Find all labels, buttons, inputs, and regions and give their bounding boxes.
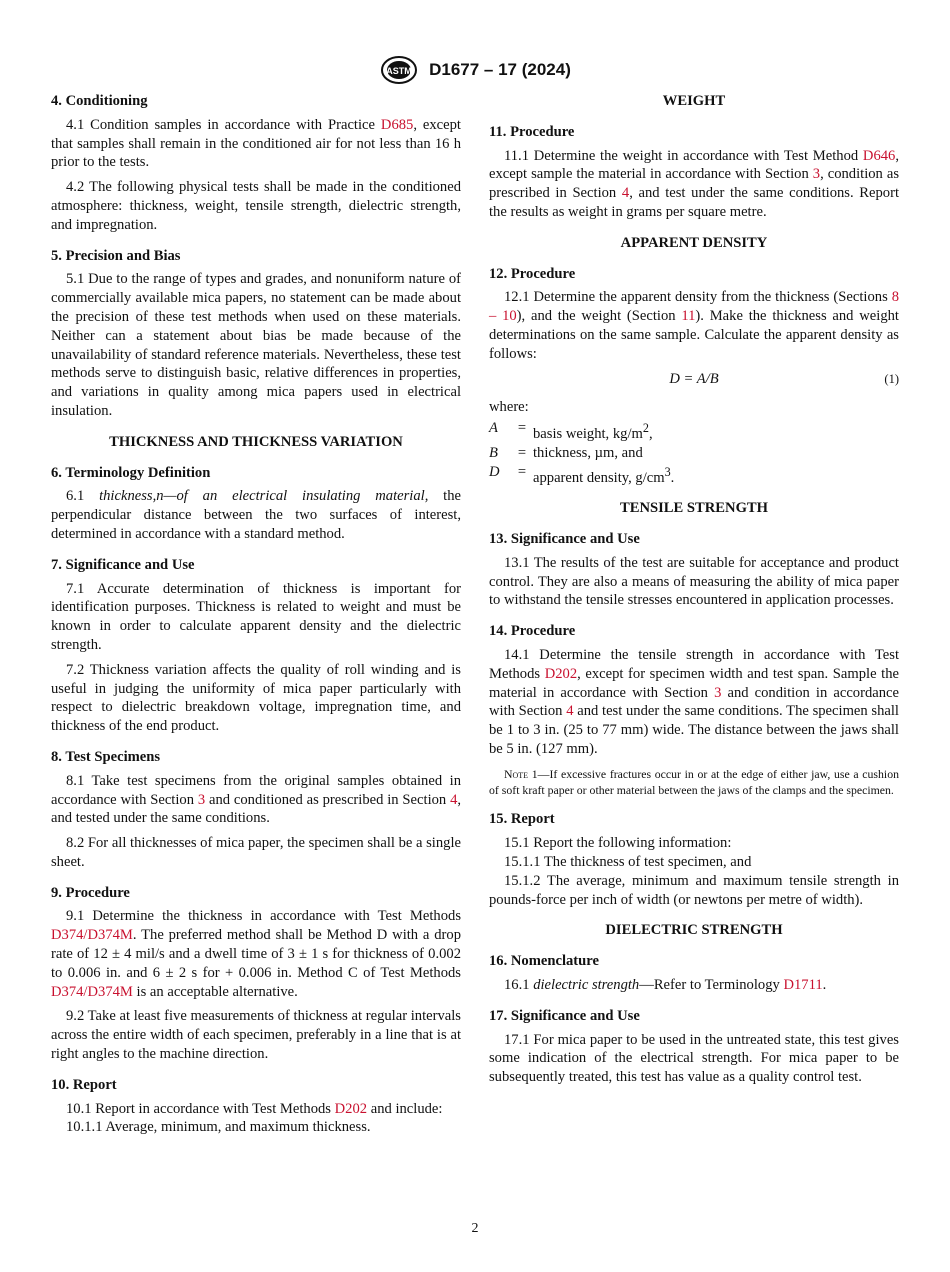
paragraph-14-1: 14.1 Determine the tensile strength in accordance with Test Methods D202, except for specimen width and test span. Sample the material in accordance with Section 3 and condition in accordance with Section 4 and test under the same conditions. The specimen shall be 1 to 3 in. (25 to 77 mm) wide. The distance between the jaws shall be 5 in. (127 mm).	[489, 647, 899, 758]
paragraph-16-1: 16.1 dielectric strength—Refer to Terminology D1711.	[504, 977, 827, 993]
equation-1	[489, 370, 899, 389]
link-section-4[interactable]: 4	[450, 791, 458, 808]
equation-number: (1)	[884, 371, 899, 386]
where-label: where:	[489, 399, 529, 416]
page-header	[0, 55, 950, 85]
note-label: Note 1	[504, 766, 538, 781]
paragraph-15-1: 15.1 Report the following information:	[504, 835, 732, 852]
section-9-title: 9. Procedure	[51, 884, 130, 901]
heading-thickness: THICKNESS AND THICKNESS VARIATION	[109, 433, 403, 450]
paragraph-17-1: 17.1 For mica paper to be used in the untreated state, this test gives some indication of the electrical strength. For mica paper to be subsequently treated, this test has value as a quality control test.	[489, 1031, 899, 1086]
paragraph-12-1: 12.1 Determine the apparent density from the thickness (Sections 8 – 10), and the weight (Section 11). Make the thickness and weight determinations on the same sample. Calculate the apparent density as follows:	[489, 289, 899, 362]
paragraph-8-2: 8.2 For all thicknesses of mica paper, the specimen shall be a single sheet.	[51, 835, 461, 870]
link-d685[interactable]: D685	[380, 116, 414, 133]
link-d646[interactable]: D646	[862, 147, 896, 164]
paragraph-6-1: 6.1 thickness,n—of an electrical insulating material, the perpendicular distance between the two surfaces of interest, determined in accordance with a standard method.	[51, 488, 462, 542]
link-d1711[interactable]: D1711	[783, 977, 823, 993]
section-4-title: 4. Conditioning	[51, 93, 148, 109]
paragraph-15-1-2: 15.1.2 The average, minimum and maximum tensile strength in pounds-force per inch of width (or newtons per metre of width).	[489, 872, 899, 908]
paragraph-9-1: 9.1 Determine the thickness in accordance with Test Methods D374/D374M. The preferred method shall be Method D with a drop rate of 12 ± 4 mil/s and a dwell time of 3 ± 1 s for thickness of 0.002 to 0.006 in. and 6 ± 2 s for + 0.006 in. Method C of Test Methods D374/D374M is an acceptable alternative.	[51, 908, 461, 1000]
right-column	[489, 92, 899, 1093]
section-8-title: 8. Test Specimens	[51, 748, 161, 765]
section-11-title: 11. Procedure	[489, 123, 575, 140]
heading-weight: WEIGHT	[662, 93, 726, 109]
document-designation: D1677 – 17 (2024)	[429, 60, 571, 79]
link-section-4[interactable]: 4	[566, 703, 574, 720]
link-section-3[interactable]: 3	[714, 684, 722, 701]
heading-dielectric-strength: DIELECTRIC STRENGTH	[605, 922, 783, 939]
link-sections-8-10[interactable]: 8 – 10	[489, 289, 899, 325]
definition-row: D = apparent density, $g/cm^3$.	[489, 463, 675, 486]
paragraph-7-2: 7.2 Thickness variation affects the quality of roll winding and is useful in judging the uniformity of mica paper particularly with respect to dielectric breakdown voltage, impregnation time, and thickness of the end product.	[51, 661, 461, 735]
link-d374[interactable]: D374/D374M	[51, 927, 133, 944]
section-7-title: 7. Significance and Use	[51, 556, 195, 573]
term-dielectric-strength: dielectric strength	[533, 977, 640, 993]
section-10-title: 10. Report	[51, 1076, 117, 1093]
section-17-title: 17. Significance and Use	[489, 1007, 640, 1024]
note-1: Note 1—If excessive fractures occur in or at the edge of either jaw, use a cushion of soft kraft paper or other material between the jaws of the clamps and the specimen.	[489, 766, 899, 797]
paragraph-5-1: 5.1 Due to the range of types and grades, and nonuniform nature of commercially available mica papers, no statement can be made about the precision of these test methods when used on these materials. Neither can a statement about bias be made because of the unavailability of standard reference materials. Nevertheless, these test methods serve to distinguish basic, relative differences in properties, and variations in quality among mica papers used in electrical insulation.	[51, 271, 461, 419]
section-13-title: 13. Significance and Use	[489, 531, 640, 548]
variable-definitions	[489, 419, 899, 487]
link-d202[interactable]: D202	[334, 1100, 368, 1117]
heading-tensile-strength: TENSILE STRENGTH	[619, 500, 769, 517]
paragraph-7-1: 7.1 Accurate determination of thickness is important for identification purposes. Thickness is related to weight and must be known in order to calculate apparent density and the dielectric strength.	[51, 580, 461, 653]
logo-text: ASTM	[386, 66, 412, 76]
astm-logo-icon	[379, 55, 419, 85]
link-d374-second[interactable]: D374/D374M	[51, 983, 133, 1000]
link-section-3[interactable]: 3	[197, 791, 206, 808]
paragraph-8-1: 8.1 Take test specimens from the original samples obtained in accordance with Section 3 and conditioned as prescribed in Section 4, and tested under the same conditions.	[51, 772, 462, 827]
paragraph-13-1: 13.1 The results of the test are suitable for acceptance and product control. They are also a means of measuring the ability of mica paper to withstand the tensile stresses encountered in application processes.	[489, 554, 899, 609]
left-column	[51, 92, 461, 1143]
paragraph-10-1-1: 10.1.1 Average, minimum, and maximum thickness.	[66, 1119, 371, 1136]
link-section-11[interactable]: 11	[681, 308, 696, 325]
term-thickness: thickness,n—of an electrical insulating material,	[99, 488, 429, 505]
paragraph-4-2: 4.2 The following physical tests shall be made in the conditioned atmosphere: thickness, weight, tensile strength, dielectric strength, and impregnation.	[51, 179, 461, 233]
paragraph-9-2: 9.2 Take at least five measurements of thickness at regular intervals across the entire width of each specimen, preferably in a line that is at right angles to the machine direction.	[51, 1008, 461, 1063]
heading-apparent-density: APPARENT DENSITY	[620, 234, 768, 251]
link-section-3[interactable]: 3	[812, 166, 821, 183]
page-number: 2	[471, 1221, 479, 1236]
section-16-title: 16. Nomenclature	[489, 953, 599, 970]
section-6-title: 6. Terminology Definition	[51, 464, 211, 481]
section-14-title: 14. Procedure	[489, 623, 576, 640]
section-5-title: 5. Precision and Bias	[51, 247, 181, 264]
equation-text: D = A/B	[669, 370, 719, 387]
section-15-title: 15. Report	[489, 811, 555, 828]
paragraph-15-1-1: 15.1.1 The thickness of test specimen, and	[504, 854, 752, 871]
link-d202[interactable]: D202	[544, 665, 578, 682]
definition-row: A = basis weight, $kg/m^2$,	[489, 420, 653, 443]
section-12-title: 12. Procedure	[489, 265, 576, 282]
paragraph-10-1: 10.1 Report in accordance with Test Methods D202 and include:	[66, 1100, 443, 1117]
paragraph-4-1: 4.1 Condition samples in accordance with Practice D685, except that samples shall remain in the conditioned air for not less than 16 h prior to the tests.	[51, 116, 461, 171]
link-section-4[interactable]: 4	[621, 185, 630, 202]
paragraph-11-1: 11.1 Determine the weight in accordance with Test Method D646, except sample the material in accordance with Section 3, condition as prescribed in Section 4, and test under the same conditions. Report the results as weight in grams per square metre.	[489, 147, 899, 220]
definition-row: B = thickness, µm, and	[489, 444, 643, 461]
